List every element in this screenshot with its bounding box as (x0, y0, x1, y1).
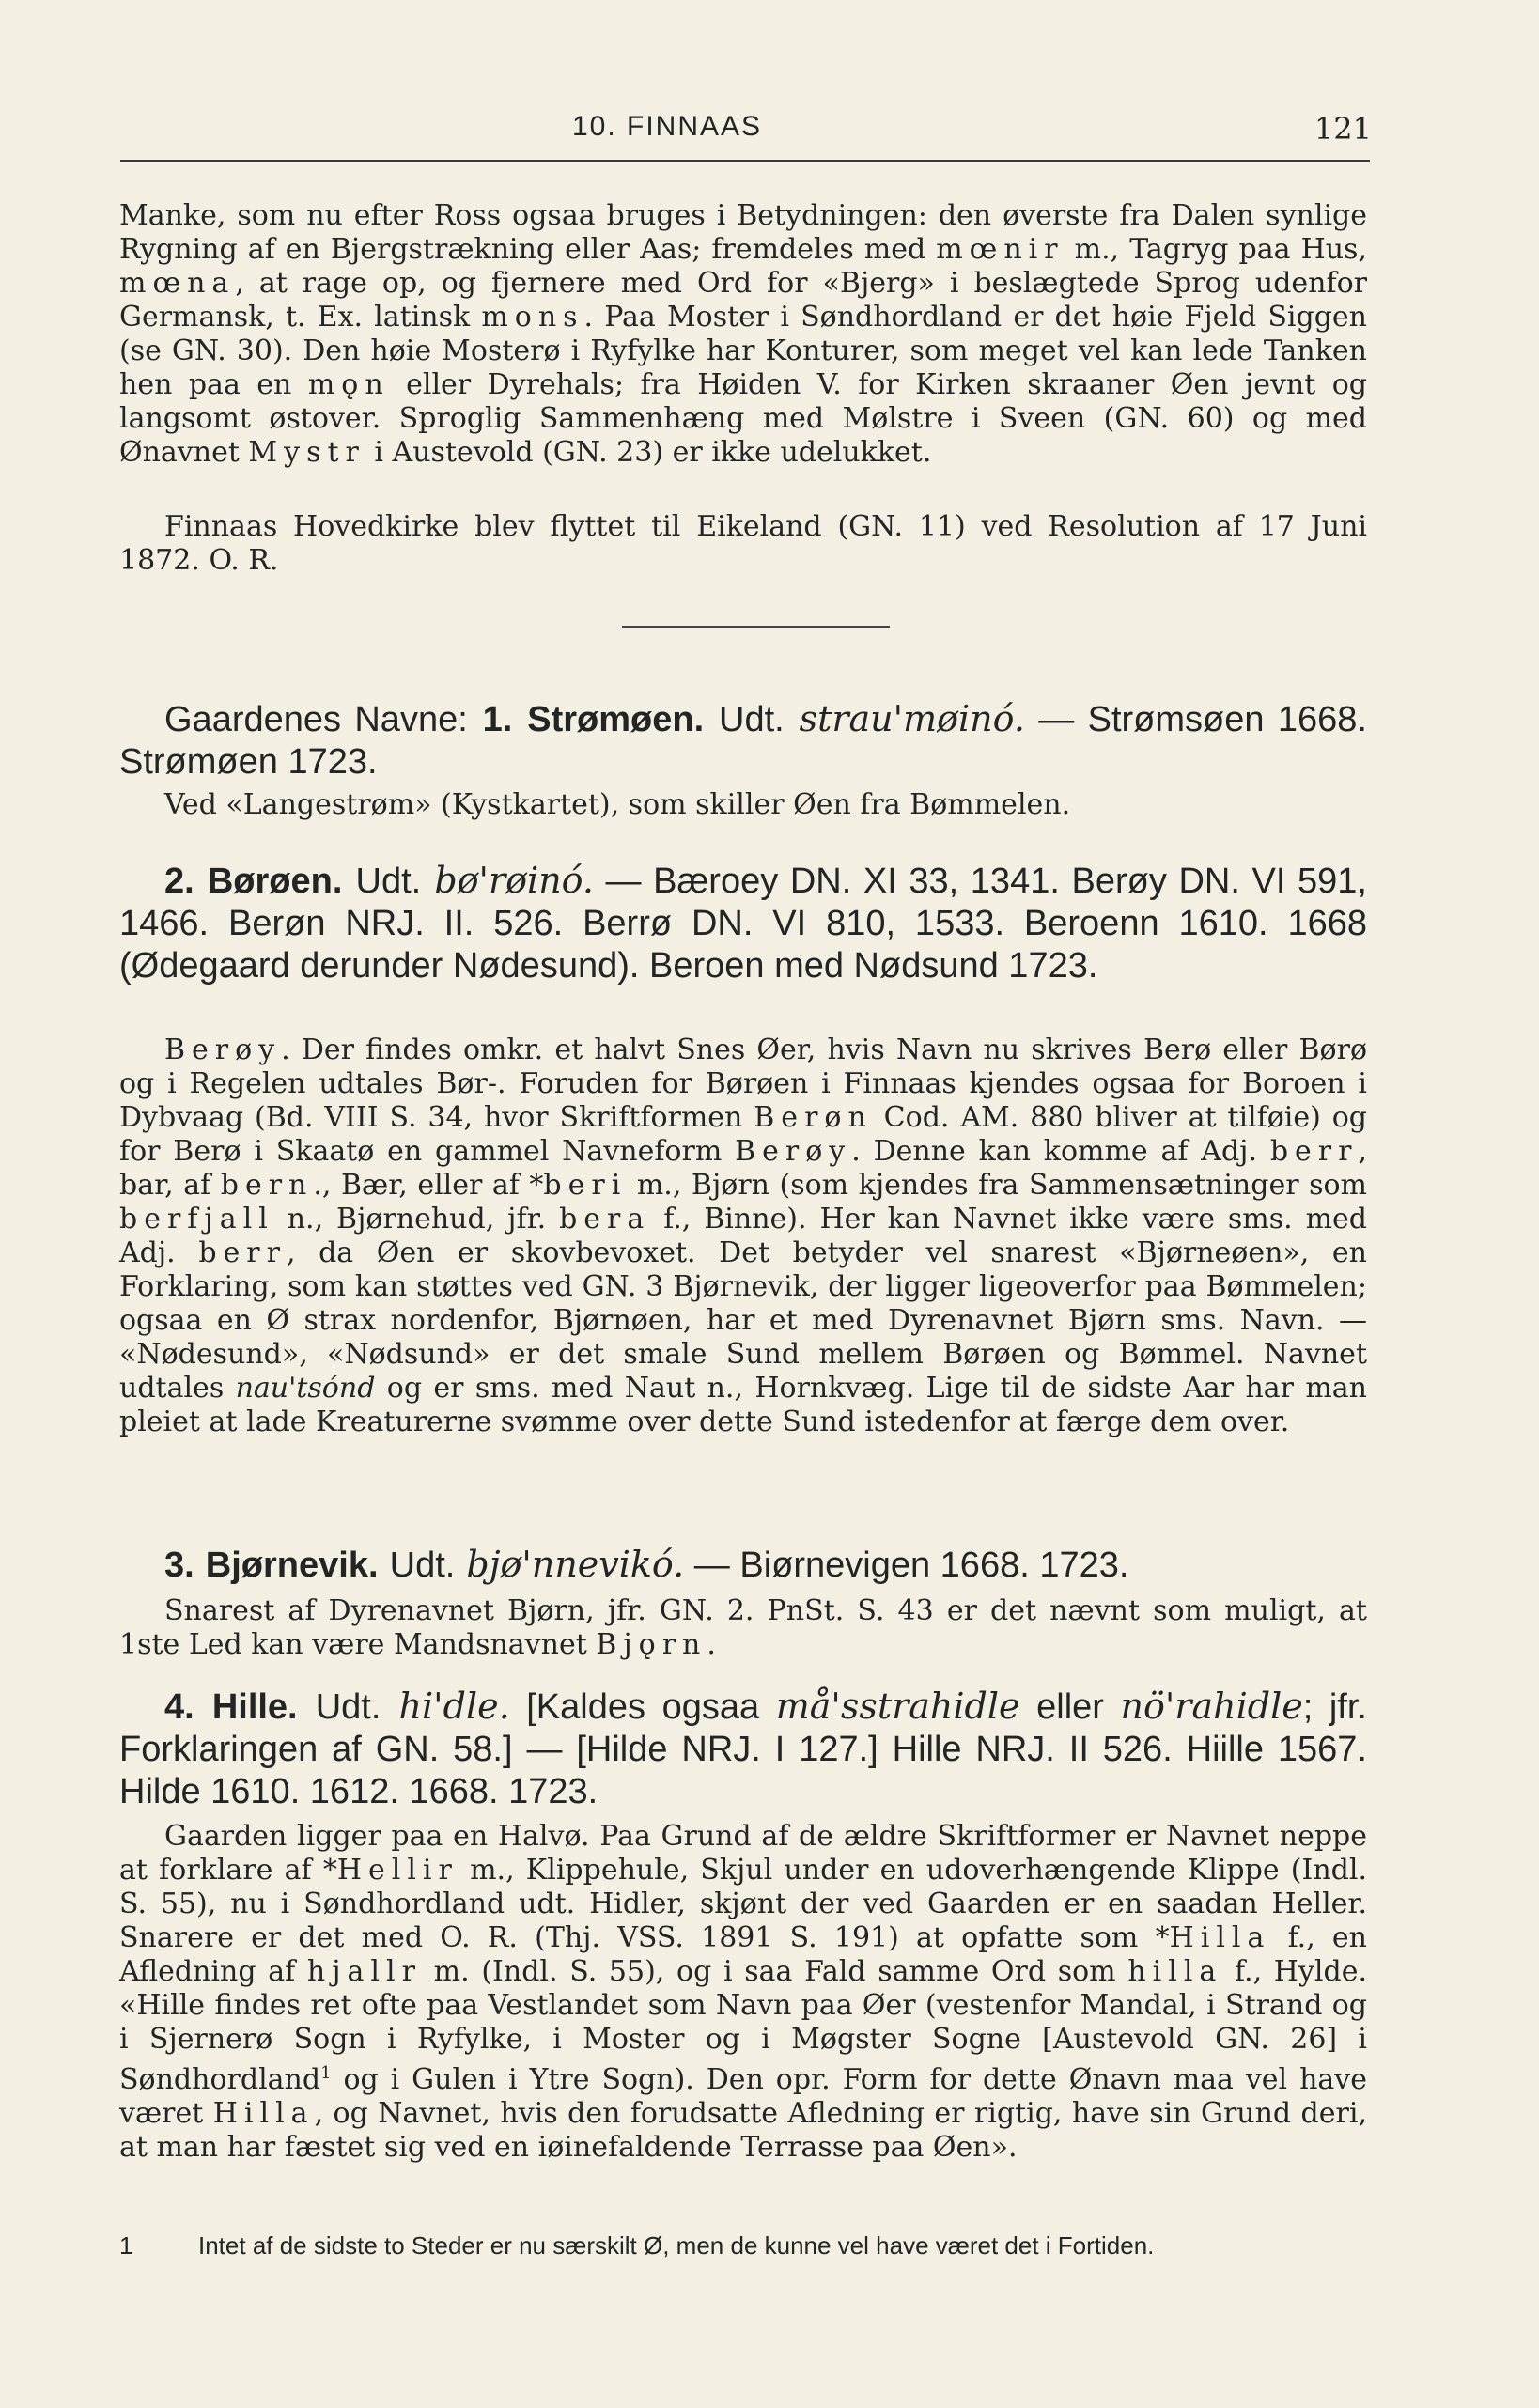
header-rule (120, 160, 1370, 162)
footnote (119, 2231, 1367, 2260)
entry-2-name: Børøen. (207, 862, 343, 901)
page-number: 121 (1314, 111, 1372, 147)
entry-1-description: Ved «Langestrøm» (Kystkartet), som skiller Øen fra Bømmelen. (164, 788, 1071, 821)
intro-paragraph-1: Manke, som nu efter Ross ogsaa bruges i Betydningen: den øverste fra Dalen synlige Rygning af en Bjergstrækning eller Aas; fremdeles med mœnir m., Tagryg paa Hus, mœna, at rage op, og fjernere med Ord for «Bjerg» i beslægtede Sprog udenfor Germansk, t. Ex. latinsk mons. Paa Moster i Søndhordland er det høie Fjeld Siggen (se GN. 30). Den høie Mosterø i Ryfylke har Konturer, som meget vel kan lede Tanken hen paa en mǫn eller Dyrehals; fra Høiden V. for Kirken skraaner Øen jevnt og langsomt østover. Sproglig Sammenhæng med Mølstre i Sveen (GN. 60) og med Ønavnet Mystr i Austevold (GN. 23) er ikke udelukket. (119, 199, 1367, 469)
entry-4-heading: 4. Hille. Udt. hi'dle. [Kaldes ogsaa må'sstrahidle eller nö'rahidle; jfr. Forklaringen af GN. 58.] — [Hilde NRJ. I 127.] Hille NRJ. II 526. Hiille 1567. Hilde 1610. 1612. 1668. 1723. (119, 1686, 1367, 1811)
footnote-mark: 1 (119, 2231, 133, 2260)
running-header: 10. FINNAAS (571, 111, 763, 142)
entry-4-name: Hille. (211, 1687, 298, 1727)
entry-3-pronunciation: bjø'nnevikó. (466, 1544, 685, 1585)
entry-4-pronunciation: hi'dle. (398, 1686, 510, 1727)
entry-2-description: Berøy. Der findes omkr. et halvt Snes Øer, hvis Navn nu skrives Berø eller Børø og i Regelen udtales Bør-. Foruden for Børøen i Finnaas kjendes ogsaa for Boroen i Dybvaag (Bd. VIII S. 34, hvor Skriftformen Berøn Cod. AM. 880 bliver at tilføie) og for Berø i Skaatø en gammel Navneform Berøy. Denne kan komme af Adj. berr, bar, af bern., Bær, eller af *beri m., Bjørn (som kjendes fra Sammensætninger som berfjall n., Bjørnehud, jfr. bera f., Binne). Her kan Navnet ikke være sms. med Adj. berr, da Øen er skovbevoxet. Det betyder vel snarest «Bjørneøen», en Forklaring, som kan støttes ved GN. 3 Bjørnevik, der ligger ligeoverfor paa Bømmelen; ogsaa en Ø strax nordenfor, Bjørnøen, har et med Dyrenavnet Bjørn sms. Navn. — «Nødesund», «Nødsund» er det smale Sund mellem Børøen og Bømmel. Navnet udtales nau'tsónd og er sms. med Naut n., Hornkvæg. Lige til de sidste Aar har man pleiet at lade Kreaturerne svømme over dette Sund istedenfor at færge dem over. (119, 1033, 1368, 1438)
entry-1-pronunciation: strau'møinó. (799, 698, 1025, 739)
entry-2-heading: 2. Børøen. Udt. bø'røinó. — Bæroey DN. XI 33, 1341. Berøy DN. VI 591, 1466. Berøn NRJ. II. 526. Berrø DN. VI 810, 1533. Beroenn 1610. 1668 (Ødegaard derunder Nødesund). Beroen med Nødsund 1723. (119, 860, 1367, 986)
entry-1-name: Strømøen. (527, 700, 705, 739)
intro-paragraph-2: Finnaas Hovedkirke blev flyttet til Eikeland (GN. 11) ved Resolution af 17 Juni 1872. O. R. (119, 510, 1367, 577)
signature: O. R. (209, 544, 279, 577)
entry-1-heading: Gaardenes Navne: 1. Strømøen. Udt. strau'møinó. — Strømsøen 1668. Strømøen 1723. (119, 698, 1367, 782)
entry-3-heading: 3. Bjørnevik. Udt. bjø'nnevikó. — Biørnevigen 1668. 1723. (164, 1544, 1129, 1585)
section-divider (622, 626, 890, 628)
entry-4-description: Gaarden ligger paa en Halvø. Paa Grund af de ældre Skriftformer er Navnet neppe at forklare af *Hellir m., Klippehule, Skjul under en udoverhængende Klippe (Indl. S. 55), nu i Søndhordland udt. Hidler, skjønt der ved Gaarden er en saadan Heller. Snarere er det med O. R. (Thj. VSS. 1891 S. 191) at opfatte som *Hilla f., en Afledning af hjallr m. (Indl. S. 55), og i saa Fald samme Ord som hilla f., Hylde. «Hille findes ret ofte paa Vestlandet som Navn paa Øer (vestenfor Mandal, i Strand og i Sjernerø Sogn i Ryfylke, i Moster og i Møgster Sogne [Austevold GN. 26] i Søndhordland$^1$ og i Gulen i Ytre Sogn). Den opr. Form for dette Ønavn maa vel have været Hilla, og Navnet, hvis den forudsatte Afledning er rigtig, have sin Grund deri, at man har fæstet sig ved en iøinefaldende Terrasse paa Øen». (119, 1820, 1367, 2164)
entry-2-pronunciation: bø'røinó. (434, 860, 594, 901)
footnote-reference: 1 (320, 2063, 332, 2083)
entry-1-number: 1. (482, 700, 513, 739)
entry-3-name: Bjørnevik. (205, 1546, 379, 1585)
entry-3-description: Snarest af Dyrenavnet Bjørn, jfr. GN. 2. PnSt. S. 43 er det nævnt som muligt, at 1ste Led kan være Mandsnavnet Bjǫrn. (119, 1594, 1367, 1661)
footnote-text: Intet af de sidste to Steder er nu særskilt Ø, men de kunne vel have været det i Fortiden. (198, 2231, 1155, 2260)
